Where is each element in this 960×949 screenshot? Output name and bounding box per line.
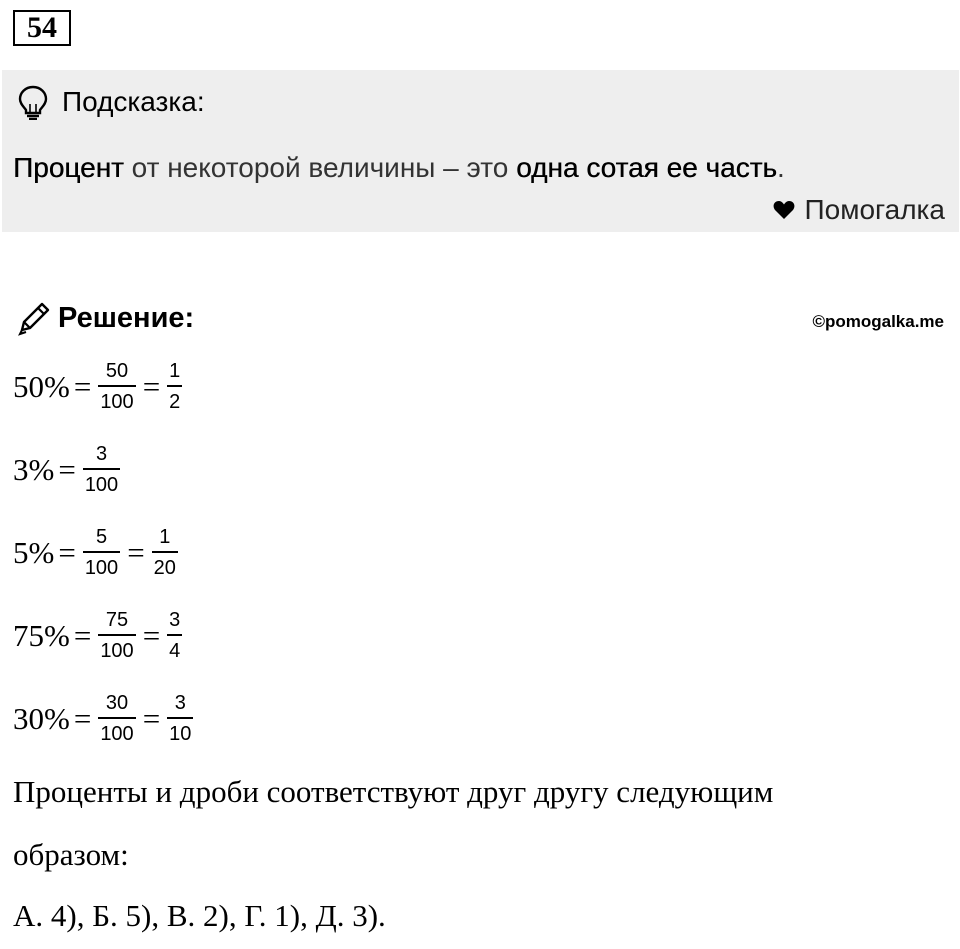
percent-value: 5% — [13, 534, 55, 570]
numerator: 3 — [169, 609, 181, 631]
numerator: 50 — [105, 360, 129, 382]
equals-sign: = — [142, 368, 161, 404]
fraction — [98, 609, 135, 662]
denominator: 100 — [98, 717, 135, 745]
fraction — [167, 692, 193, 745]
hint-text-end: . — [776, 152, 785, 183]
answer-line: А. 4), Б. 5), В. 2), Г. 1), Д. 3). — [13, 898, 386, 933]
watermark: ©pomogalka.me — [812, 312, 944, 331]
equals-sign: = — [58, 534, 76, 570]
numerator: 1 — [169, 360, 181, 382]
equation-row — [13, 692, 196, 745]
conclusion-line-1: Проценты и дроби соответствуют друг другу следующим — [13, 774, 774, 809]
heart-icon — [773, 200, 795, 220]
solution-title: Решение: — [58, 301, 195, 334]
denominator: 4 — [167, 634, 182, 662]
fraction — [98, 360, 135, 413]
hint-text-part: от некоторой величины – это — [123, 152, 517, 183]
fraction — [83, 526, 120, 579]
numerator: 3 — [95, 443, 108, 465]
denominator: 100 — [83, 468, 120, 496]
fraction — [98, 692, 135, 745]
equals-sign: = — [142, 617, 161, 653]
pencil-icon — [16, 300, 52, 336]
hint-text — [13, 152, 785, 184]
problem-number: 54 — [13, 10, 71, 46]
conclusion-line-2: образом: — [13, 837, 129, 872]
credit-label: Помогалка — [804, 194, 945, 225]
denominator: 100 — [98, 385, 135, 413]
percent-value: 3% — [13, 451, 55, 487]
fraction — [83, 443, 120, 496]
equation-row — [13, 526, 181, 579]
lightbulb-icon — [16, 84, 50, 120]
equals-sign: = — [142, 700, 161, 736]
hint-title: Подсказка: — [62, 86, 205, 117]
numerator: 3 — [174, 692, 186, 714]
equals-sign: = — [73, 368, 92, 404]
denominator: 100 — [98, 634, 135, 662]
fraction — [152, 526, 178, 579]
numerator: 30 — [105, 692, 129, 714]
equation-row — [13, 609, 185, 662]
hint-header — [16, 84, 205, 120]
denominator: 20 — [152, 551, 178, 579]
hint-bold-term: Процент — [13, 152, 124, 183]
percent-value: 75% — [13, 617, 70, 653]
percent-value: 50% — [13, 368, 70, 404]
denominator: 100 — [83, 551, 120, 579]
solution-header — [16, 300, 194, 336]
fraction — [167, 360, 182, 413]
denominator: 10 — [167, 717, 193, 745]
equation-row — [13, 443, 123, 496]
hint-credit — [773, 194, 945, 226]
equals-sign: = — [127, 534, 145, 570]
hint-bold-definition: одна сотая ее часть — [516, 152, 777, 183]
fraction — [167, 609, 182, 662]
percent-value: 30% — [13, 700, 70, 736]
equals-sign: = — [73, 700, 92, 736]
numerator: 75 — [105, 609, 129, 631]
denominator: 2 — [167, 385, 182, 413]
equals-sign: = — [58, 451, 76, 487]
equals-sign: = — [73, 617, 92, 653]
hint-box — [2, 70, 959, 232]
numerator: 5 — [95, 526, 108, 548]
numerator: 1 — [159, 526, 171, 548]
equation-row — [13, 360, 185, 413]
